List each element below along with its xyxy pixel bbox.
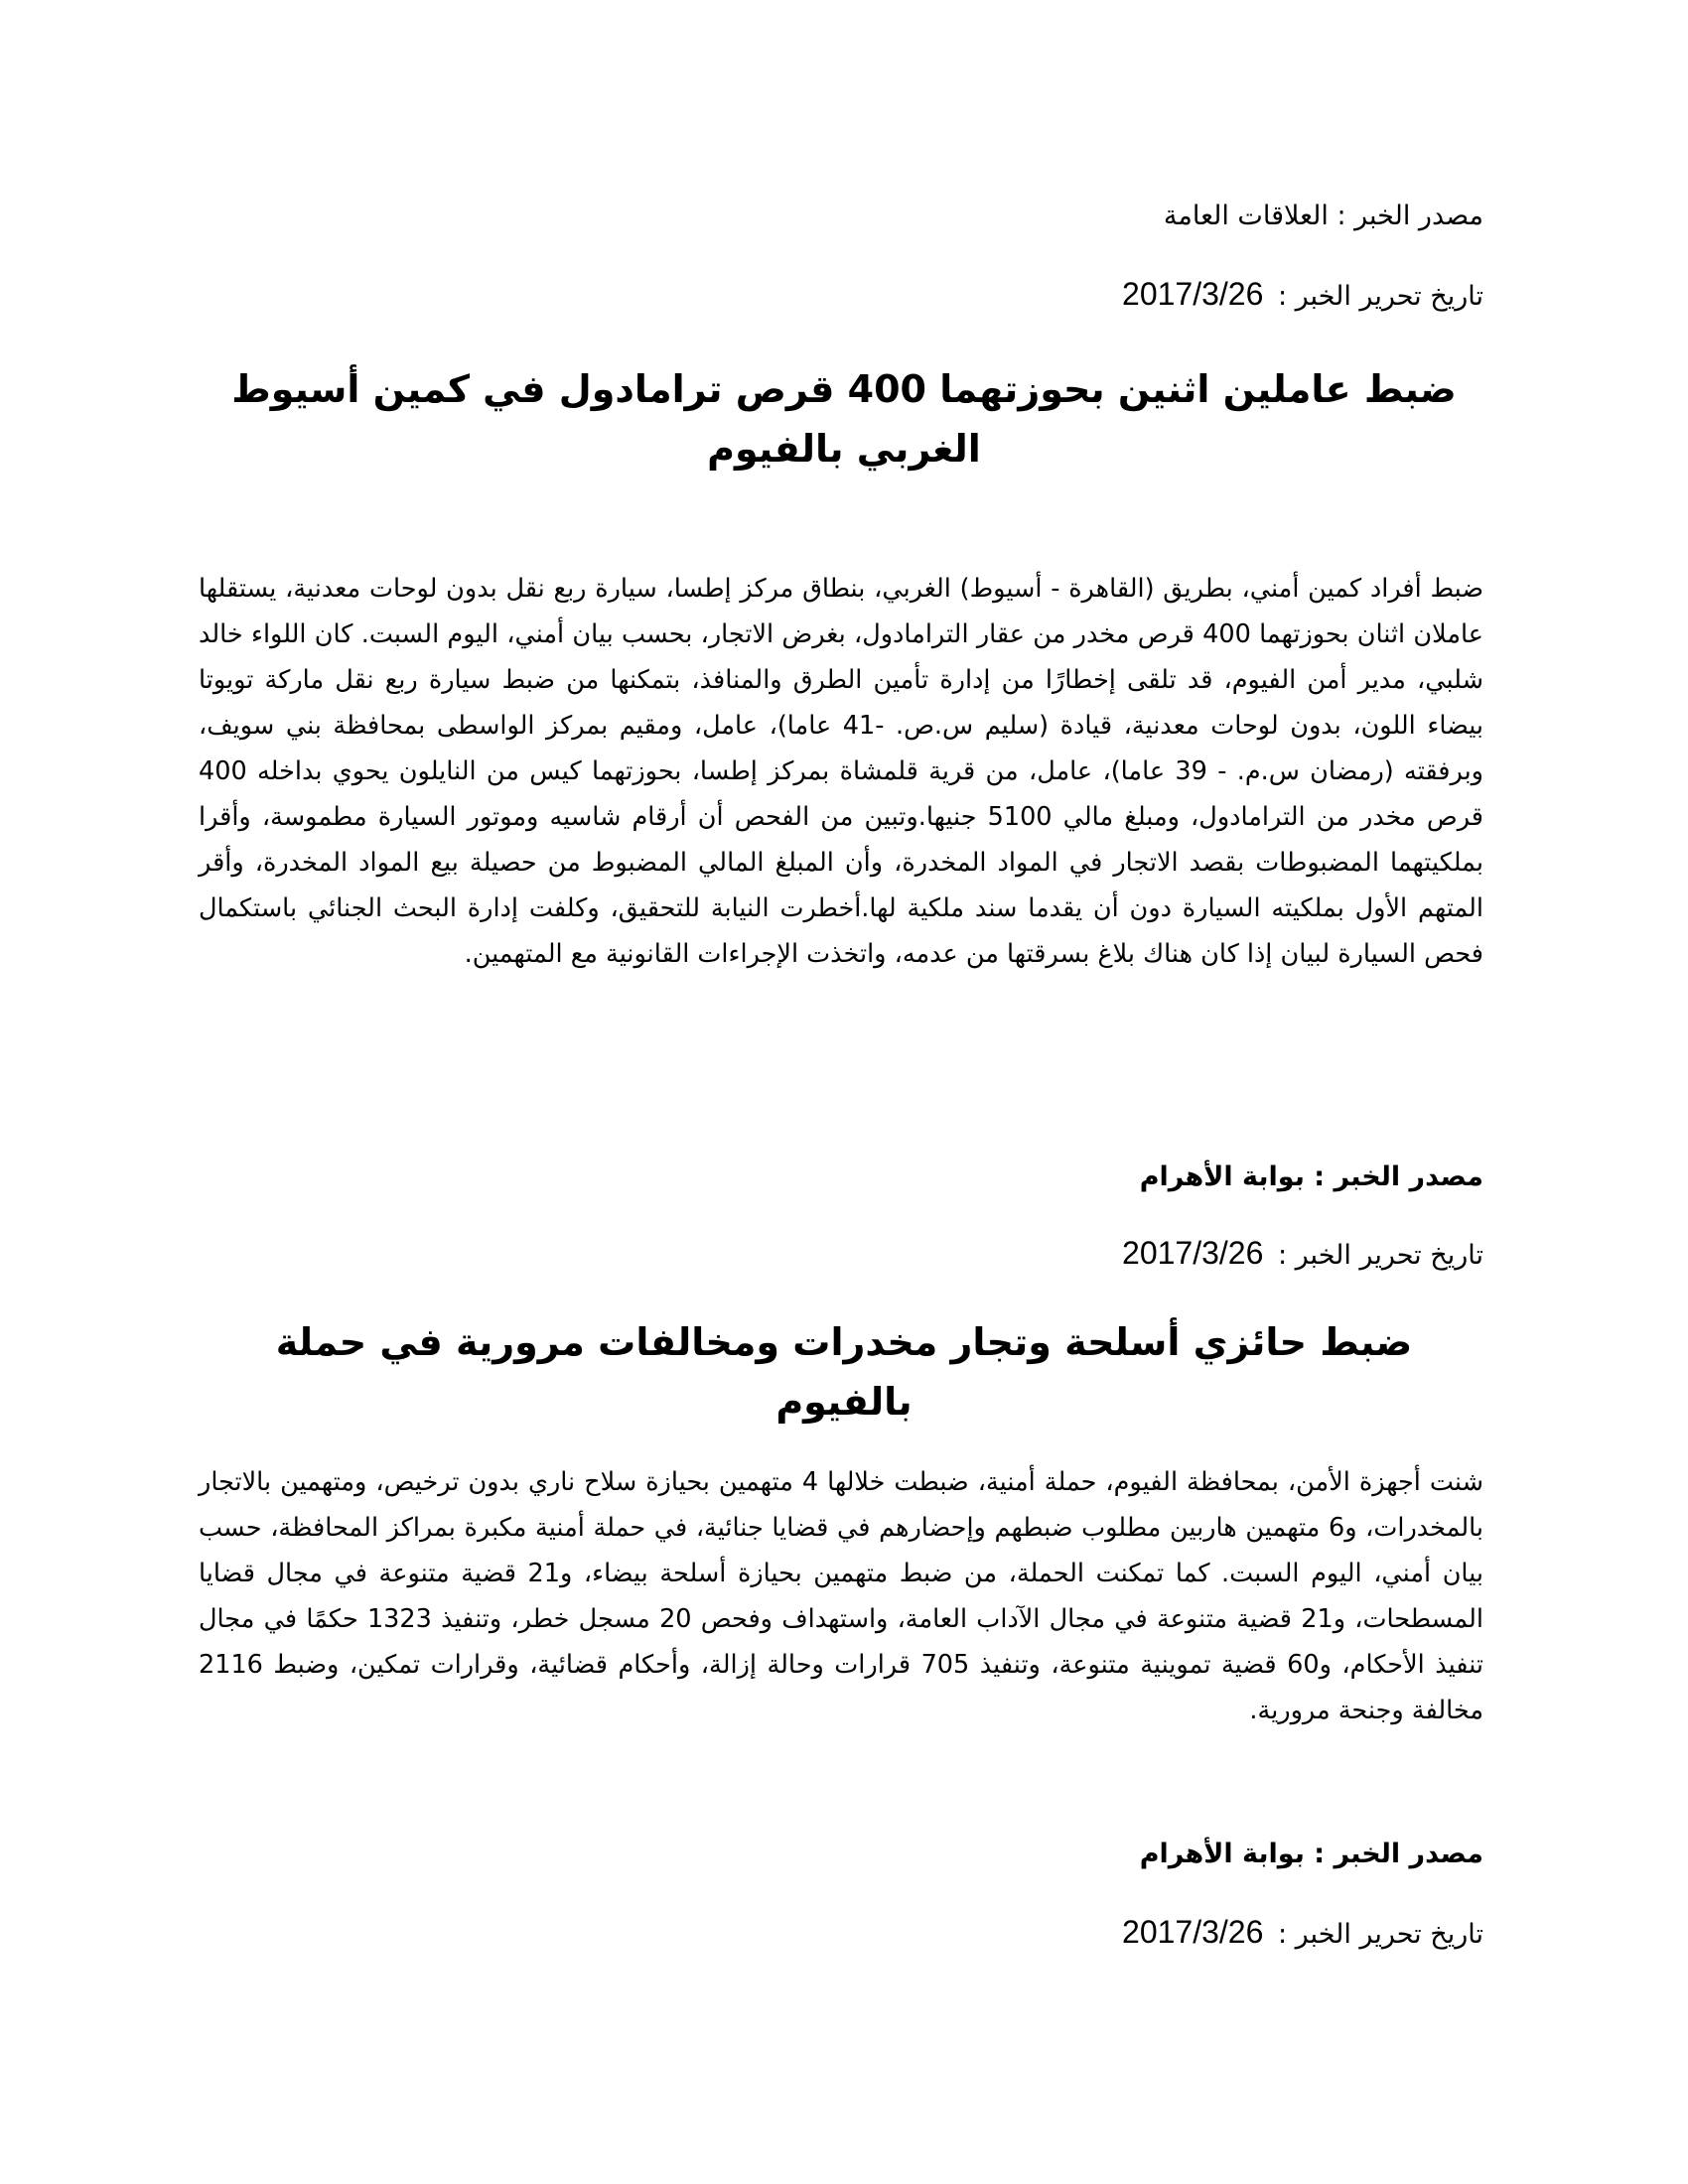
source-label: مصدر الخبر : [1336,201,1483,231]
date-label: تاريخ تحرير الخبر : [1277,281,1483,312]
article-1-source-line [193,1158,1483,1197]
date-label: تاريخ تحرير الخبر : [1277,1240,1483,1271]
source-label: مصدر الخبر : [1314,1839,1483,1869]
date-label: تاريخ تحرير الخبر : [1277,1919,1483,1950]
article-1-date-line [193,1233,1483,1276]
article-title-1: ضبط عاملين اثنين بحوزتهما 400 قرص ترامادول في كمين أسيوط الغربي بالفيوم [231,367,1457,471]
article-body-2: شنت أجهزة الأمن، بمحافظة الفيوم، حملة أمنية، ضبطت خلالها 4 متهمين بحيازة سلاح ناري بدون ترخيص، ومتهمين بالاتجار بالمخدرات، و6 متهمين هاربين مطلوب ضبطهم وإحضارهم في قضايا جنائية، في حملة أمنية مكبرة بمراكز المحافظة، حسب بيان أمني، اليوم السبت. كما تمكنت الحملة، من ضبط متهمين بحيازة أسلحة بيضاء، و21 قضية متنوعة في مجال قضايا المسطحات، و21 قضية متنوعة في مجال الآداب العامة، واستهداف وفحص 20 مسجل خطر، وتنفيذ 1323 حكمًا في مجال تنفيذ الأحكام، و60 قضية تموينية متنوعة، وتنفيذ 705 قرارات وحالة إزالة، وأحكام قضائية، وقرارات تمكين، وضبط 2116 مخالفة وجنحة مرورية. [199,1467,1484,1725]
news-source-line [193,197,1483,236]
source-value: العلاقات العامة [1163,201,1329,231]
article-2-date-line [193,1912,1483,1955]
date-value: 2017/3/26 [1122,1235,1264,1271]
article-title-2: ضبط حائزي أسلحة وتجار مخدرات ومخالفات مرورية في حملة بالفيوم [275,1320,1413,1424]
source-value: بوابة الأهرام [1139,1839,1305,1869]
source-value: بوابة الأهرام [1139,1161,1305,1192]
news-date-line [193,274,1483,317]
article-2-source-line [193,1835,1483,1874]
date-value: 2017/3/26 [1122,1914,1264,1950]
date-value: 2017/3/26 [1122,276,1264,312]
article-body-1: ضبط أفراد كمين أمني، بطريق (القاهرة - أسيوط) الغربي، بنطاق مركز إطسا، سيارة ربع نقل بدون لوحات معدنية، يستقلها عاملان اثنان بحوزتهما 400 قرص مخدر من عقار الترامادول، بغرض الاتجار، بحسب بيان أمني، اليوم السبت. كان اللواء خالد شلبي، مدير أمن الفيوم، قد تلقى إخطارًا من إدارة تأمين الطرق والمنافذ، بتمكنها من ضبط سيارة ربع نقل ماركة تويوتا بيضاء اللون، بدون لوحات معدنية، قيادة (سليم س.ص. -41 عاما)، عامل، ومقيم بمركز الواسطى بمحافظة بني سويف، وبرفقته (رمضان س.م. - 39 عاما)، عامل، من قرية قلمشاة بمركز إطسا، بحوزتهما كيس من النايلون يحوي بداخله 400 قرص مخدر من الترامادول، ومبلغ مالي 5100 جنيها.وتبين من الفحص أن أرقام شاسيه وموتور السيارة مطموسة، وأقرا بملكيتهما المضبوطات بقصد الاتجار في المواد المخدرة، وأن المبلغ المالي المضبوط من حصيلة بيع المواد المخدرة، وأقر المتهم الأول بملكيته السيارة دون أن يقدما سند ملكية لها.أخطرت النيابة للتحقيق، وكلفت إدارة البحث الجنائي باستكمال فحص السيارة لبيان إذا كان هناك بلاغ بسرقتها من عدمه، واتخذت الإجراءات القانونية مع المتهمين. [199,574,1484,969]
source-label: مصدر الخبر : [1314,1161,1483,1192]
